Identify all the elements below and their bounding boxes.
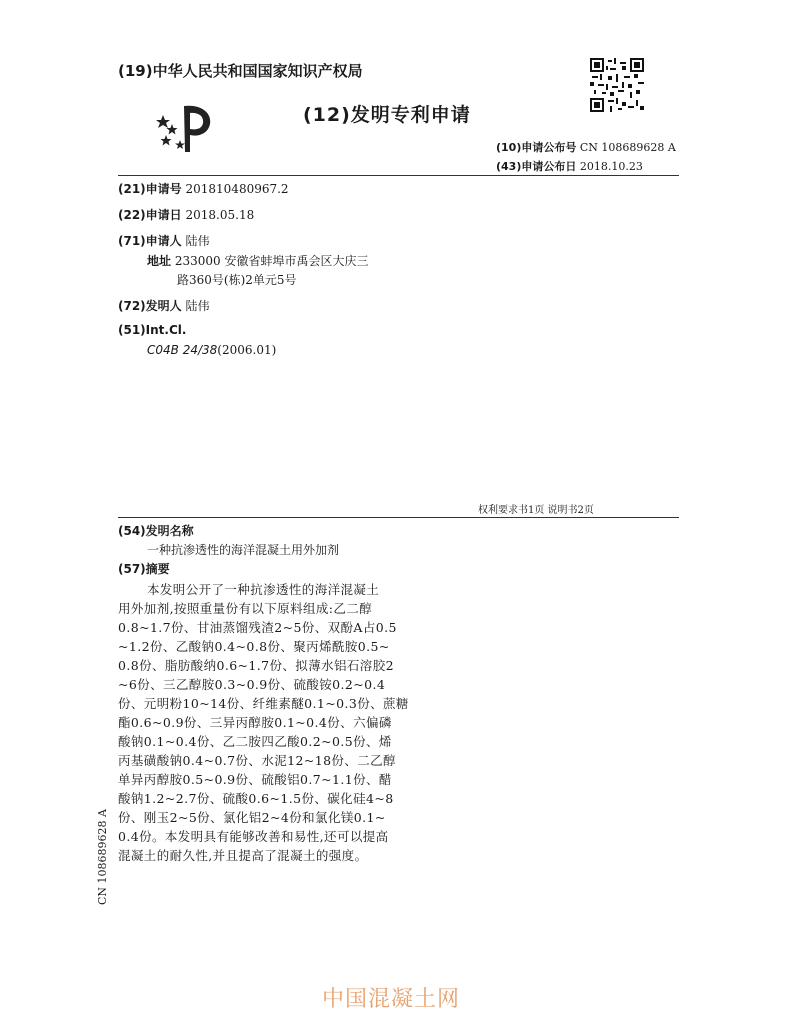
ipc-code: C04B 24/38 (147, 343, 218, 357)
abstract-line: 单异丙醇胺0.5~0.9份、硫酸铝0.7~1.1份、醋 (118, 772, 392, 787)
abstract-line: 0.8~1.7份、甘油蒸馏残渣2~5份、双酚A占0.5 (118, 620, 397, 635)
application-number (118, 180, 289, 197)
abstract-line: 酸钠0.1~0.4份、乙二胺四乙酸0.2~0.5份、烯 (118, 734, 392, 749)
applicant-value: 陆伟 (185, 234, 210, 248)
abstract-line: 混凝土的耐久性,并且提高了混凝土的强度。 (118, 848, 368, 863)
inventor (118, 297, 210, 314)
invention-title: 一种抗渗透性的海洋混凝土用外加剂 (147, 543, 340, 557)
abstract-line: 丙基磺酸钠0.4~0.7份、水泥12~18份、二乙醇 (118, 753, 396, 768)
abstract-line: 份、元明粉10~14份、纤维素醚0.1~0.3份、蔗糖 (118, 696, 409, 711)
address (147, 252, 368, 269)
address-line-1: 233000 安徽省蚌埠市禹会区大庆三 (174, 254, 369, 268)
applicant (118, 232, 210, 249)
abstract-line: 酯0.6~0.9份、三异丙醇胺0.1~0.4份、六偏磷 (118, 715, 392, 730)
publication-number-value: CN 108689628 A (579, 141, 676, 154)
application-number-value: 201810480967.2 (185, 182, 289, 196)
abstract-label: (57)摘要 (118, 562, 170, 576)
header-divider (118, 175, 679, 176)
ipc-classification (147, 343, 276, 357)
publication-date-label: (43)申请公布日 (496, 160, 577, 173)
applicant-label: (71)申请人 (118, 234, 182, 248)
invention-title-label: (54)发明名称 (118, 524, 194, 538)
abstract-line: 用外加剂,按照重量份有以下原料组成:乙二醇 (118, 601, 373, 616)
document-type: (12)发明专利申请 (303, 104, 471, 126)
application-number-label: (21)申请号 (118, 182, 182, 196)
inventor-label: (72)发明人 (118, 299, 182, 313)
ipc-version: (2006.01) (217, 343, 277, 357)
abstract-line: ~1.2份、乙酸钠0.4~0.8份、聚丙烯酰胺0.5~ (118, 639, 390, 654)
site-watermark: 中国混凝土网 (322, 987, 461, 1012)
abstract-line: 0.8份、脂肪酸纳0.6~1.7份、拟薄水铝石溶胶2 (118, 658, 394, 673)
abstract-line: 份、刚玉2~5份、氯化铝2~4份和氯化镁0.1~ (118, 810, 386, 825)
section-divider (118, 517, 679, 518)
side-publication-number: CN 108689628 A (96, 809, 109, 905)
abstract-line: 本发明公开了一种抗渗透性的海洋混凝土 (147, 582, 380, 597)
filing-date-value: 2018.05.18 (185, 208, 255, 222)
ipc-label: (51)Int.Cl. (118, 323, 187, 337)
publication-date (496, 158, 643, 174)
cnipa-emblem-icon (154, 102, 216, 154)
pages-info: 权利要求书1页 说明书2页 (478, 505, 594, 516)
publication-number-label: (10)申请公布号 (496, 141, 577, 154)
abstract-line: ~6份、三乙醇胺0.3~0.9份、硫酸铵0.2~0.4 (118, 677, 386, 692)
qr-code (590, 58, 644, 112)
address-label: 地址 (147, 254, 172, 268)
address-line-2: 路360号(栋)2单元5号 (177, 273, 297, 287)
abstract-line: 酸钠1.2~2.7份、硫酸0.6~1.5份、碳化硅4~8 (118, 791, 394, 806)
patent-office-title: (19)中华人民共和国国家知识产权局 (118, 62, 363, 80)
filing-date (118, 206, 254, 223)
abstract-line: 0.4份。本发明具有能够改善和易性,还可以提高 (118, 829, 389, 844)
publication-number (496, 139, 676, 155)
publication-date-value: 2018.10.23 (579, 160, 643, 173)
filing-date-label: (22)申请日 (118, 208, 182, 222)
inventor-value: 陆伟 (185, 299, 210, 313)
